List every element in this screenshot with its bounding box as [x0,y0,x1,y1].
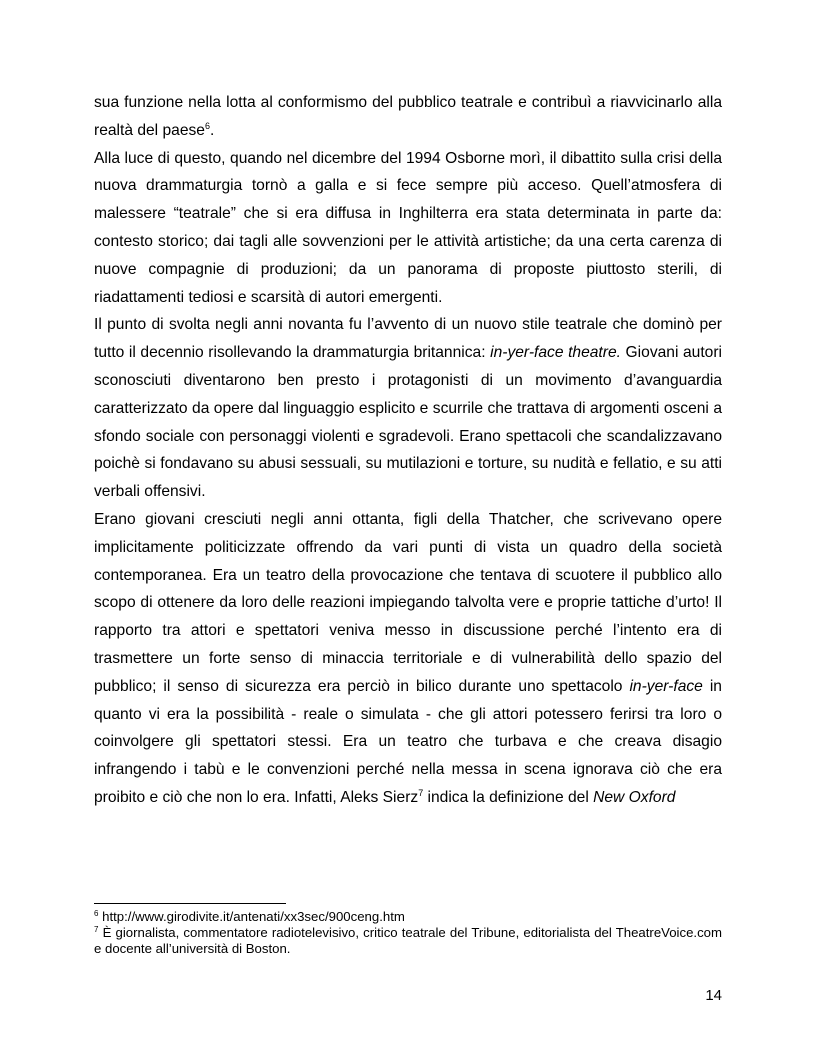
footnote-6-number: 6 [94,909,99,918]
paragraph-3-text-b: Giovani autori sconosciuti diventarono ben presto i protagonisti di un movimento d’avanguardia caratterizzato da opere dal linguaggio esplicito e scurrile che trattava di argomenti osceni a sfondo sociale con personaggi violenti e sgradevoli. Erano spettacoli che scandalizzavano poichè si fondavano su abusi sessuali, su mutilazioni e torture, su nudità e fellatio, e su atti verbali offensivi. [94,344,723,501]
paragraph-1-text: sua funzione nella lotta al conformismo del pubblico teatrale e contribuì a riavvicinarlo alla realtà del paese [94,94,722,139]
footnote-ref-7[interactable]: 7 [418,787,424,798]
body-text [94,89,722,812]
paragraph-4-text-b: in quanto vi era la possibilità - reale o simulata - che gli attori potessero ferirsi tra loro o coinvolgere gli spettatori stessi. Era un teatro che turbava e che creava disagio infrangendo i tabù e le convenzioni perché nella messa in scena ignorava ciò che era proibito e ciò che non lo era. Infatti, Aleks Sierz [94,677,722,806]
paragraph-4-text-c: indica la definizione del [423,788,594,806]
footnote-7-number: 7 [94,925,99,934]
paragraph-4-text-a: Erano giovani cresciuti negli anni ottanta, figli della Thatcher, che scrivevano opere implicitamente politicizzate offrendo da vari punti di vista un quadro della società contemporanea. Era un teatro della provocazione che tentava di scuotere il pubblico allo scopo di ottenere da loro delle reazioni impiegando talvolta vere e proprie tattiche d’urto! Il rapporto tra attori e spettatori veniva messo in discussione perché l’intento era di trasmettere un forte senso di minaccia territoriale e di vulnerabilità dello spazio del pubblico; il senso di sicurezza era perciò in bilico durante uno spettacolo [94,510,722,695]
paragraph-4-italic-term: in-yer-face [629,677,703,695]
footnote-6-text[interactable]: http://www.girodivite.it/antenati/xx3sec/900ceng.htm [98,909,405,924]
paragraph-1-end: . [209,121,215,139]
page-number: 14 [705,987,722,1004]
paragraph-3-italic-term: in-yer-face theatre. [490,344,621,362]
footnote-7 [94,925,722,957]
paragraph-3-text-a: Il punto di svolta negli anni novanta fu l’avvento di un nuovo stile teatrale che dominò per tutto il decennio risollevando la drammaturgia britannica: [94,316,722,362]
paragraph-1 [94,89,722,145]
paragraph-3 [94,311,722,506]
footnote-ref-6[interactable]: 6 [204,120,210,131]
paragraph-4 [94,506,722,812]
footnotes [94,909,722,957]
footnote-7-text: È giornalista, commentatore radiotelevisivo, critico teatrale del Tribune, editorialista del TheatreVoice.com e docente all’università di Boston. [94,925,722,956]
footnote-divider [94,903,286,904]
paragraph-2: Alla luce di questo, quando nel dicembre del 1994 Osborne morì, il dibattito sulla crisi della nuova drammaturgia tornò a galla e si fece sempre più acceso. Quell’atmosfera di malessere “teatrale” che si era diffusa in Inghilterra era stata determinata in parte da: contesto storico; dai tagli alle sovvenzioni per le attività artistiche; da una certa carenza di nuove compagnie di produzioni; da un panorama di proposte piuttosto sterili, di riadattamenti tediosi e scarsità di autori emergenti. [94,149,722,306]
paragraph-4-italic-title: New Oxford [593,788,676,806]
footnote-6 [94,909,722,925]
